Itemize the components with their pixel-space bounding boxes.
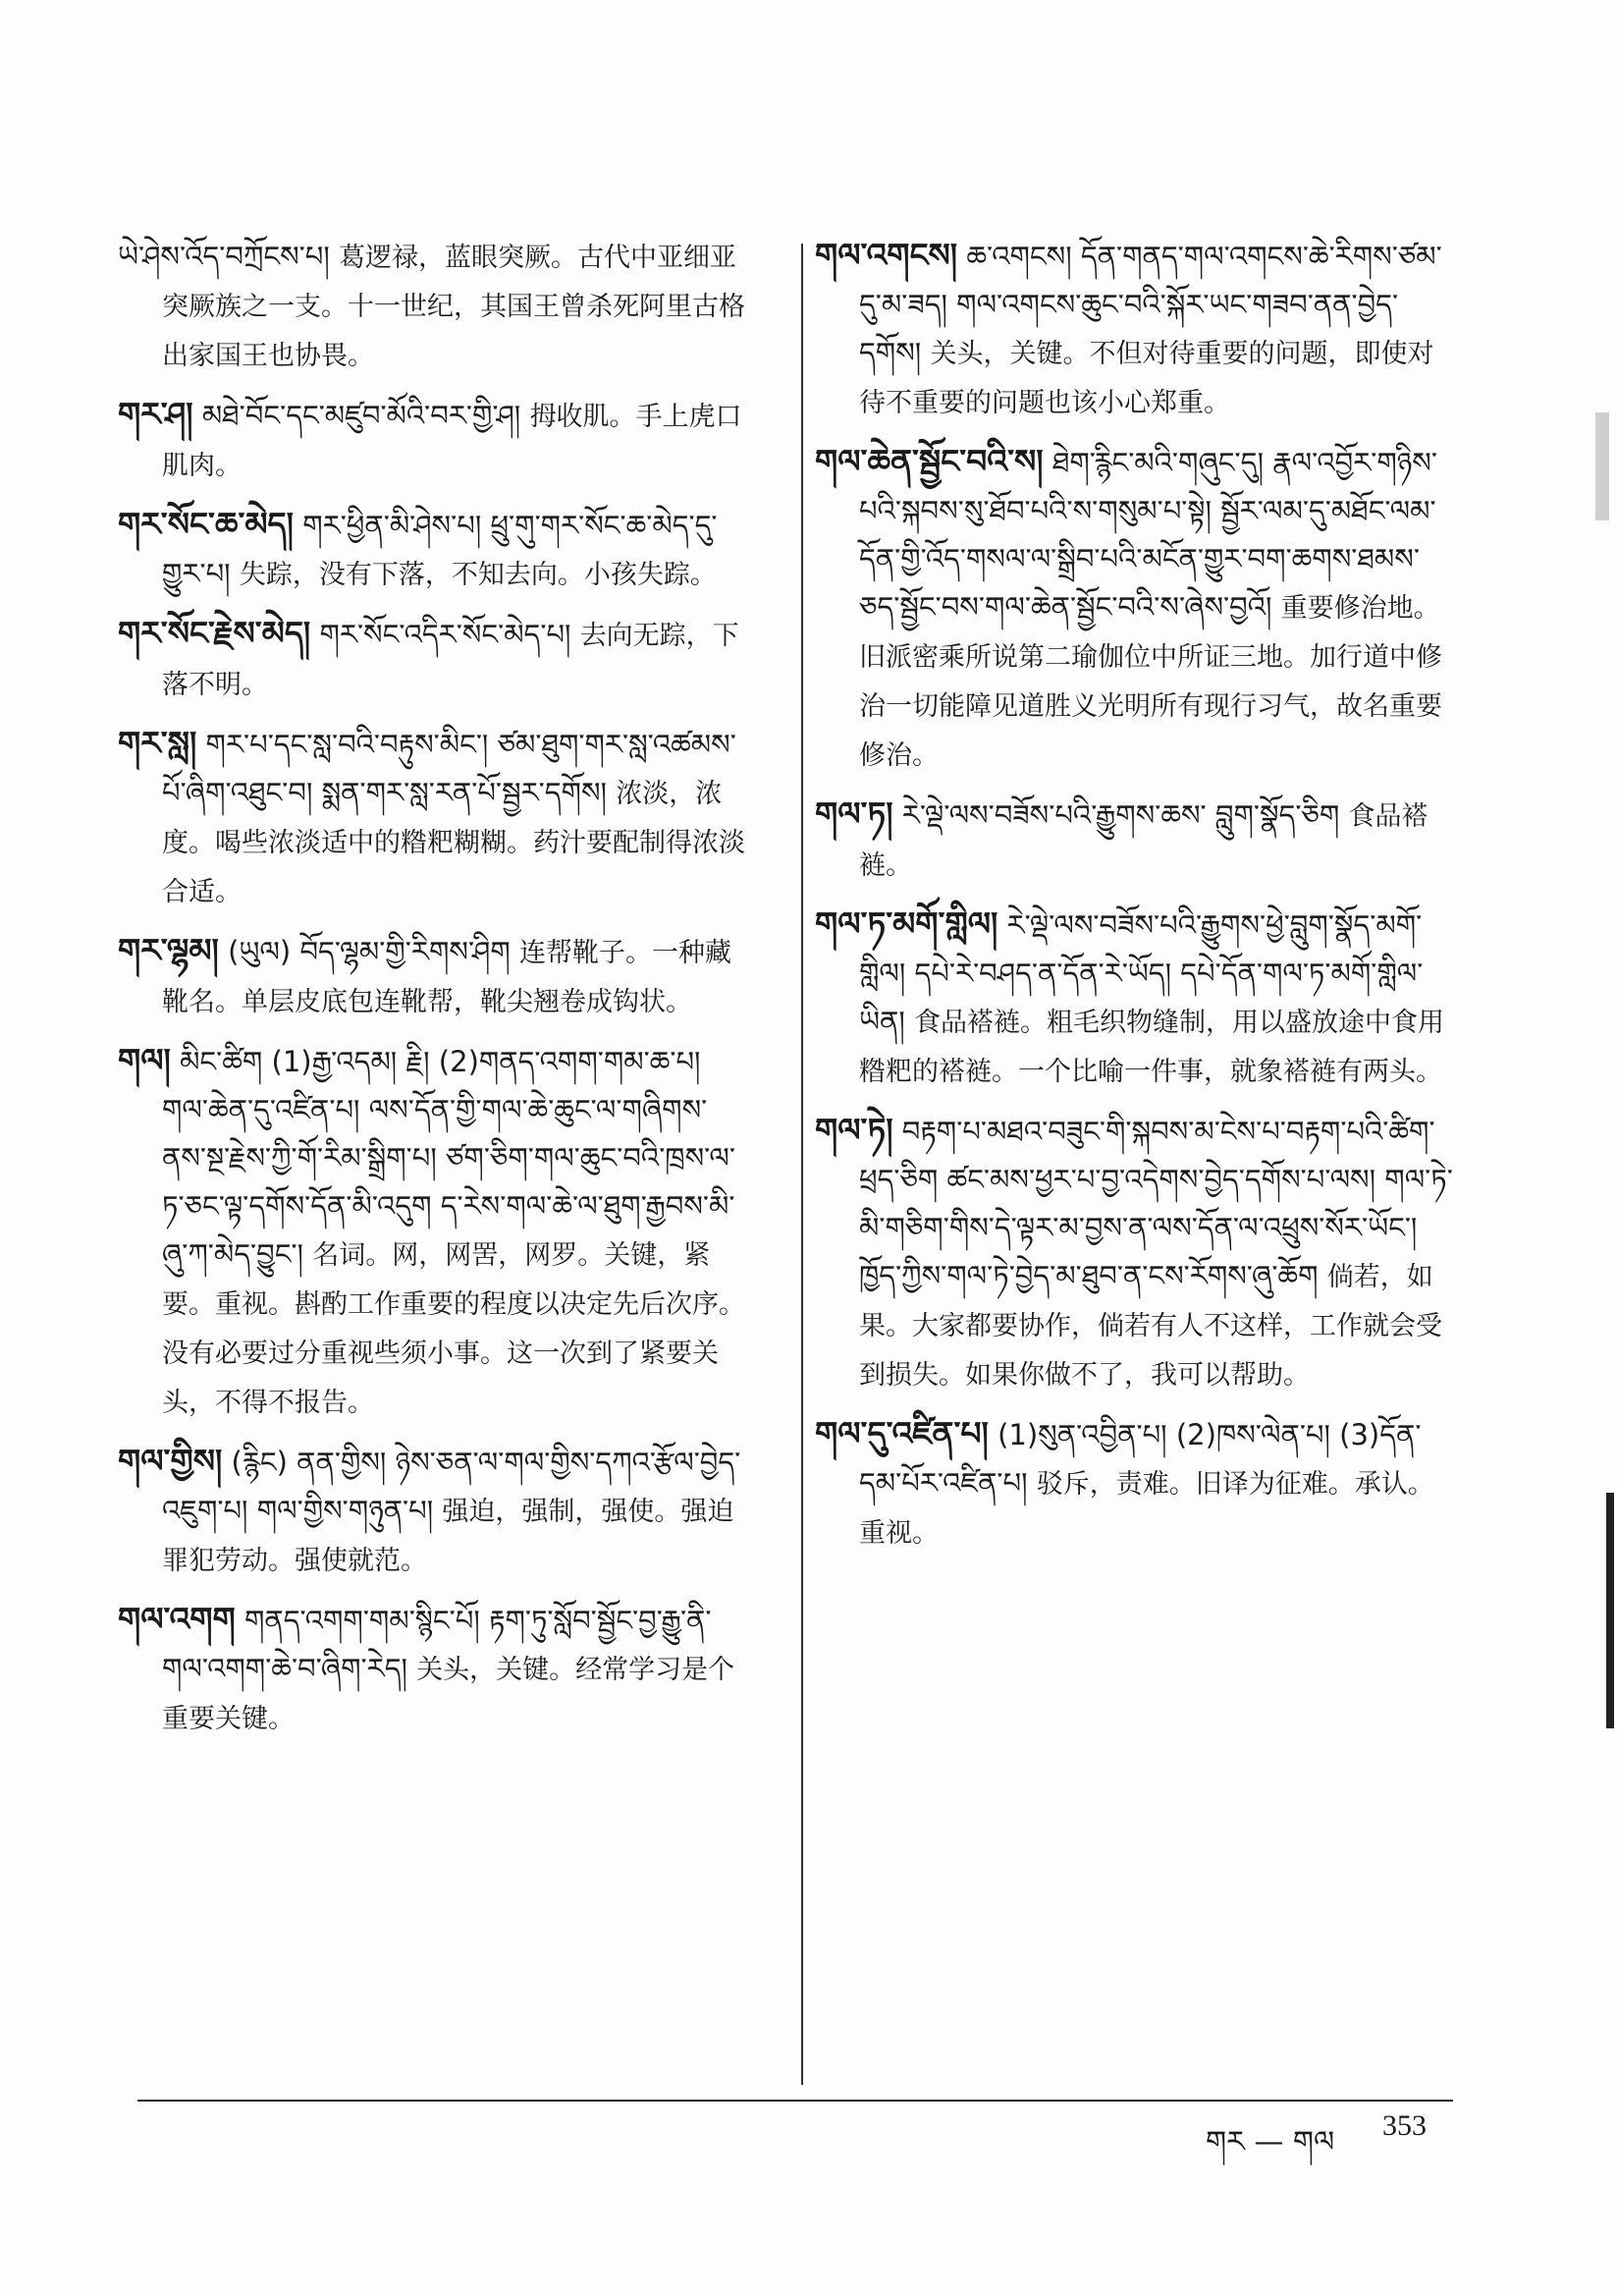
column-divider: [801, 244, 803, 2085]
chinese-definition: 拇收肌。手上虎口肌肉。: [162, 402, 742, 481]
tibetan-definition: (1)སུན་འབྱིན་པ། (2)ཁས་ལེན་པ། (3)དོན་དམ་པོར་འཛིན་པ།: [859, 1418, 1422, 1500]
chinese-definition: 驳斥，责难。旧译为征难。承认。重视。: [859, 1469, 1434, 1549]
headword: གར་ལྷམ།: [118, 931, 219, 969]
chinese-definition: 重要修治地。旧派密乘所说第二瑜伽位中所证三地。加行道中修治一切能障见道胜义光明所有现行习气，故名重要修治。: [859, 593, 1442, 771]
headword: གལ་ཆེན་སྦྱོང་བའི་ས།: [815, 442, 1044, 480]
scan-edge-mark: [1606, 1493, 1614, 1728]
chinese-definition: 食品褡裢。: [859, 801, 1428, 881]
tibetan-definition: རེ་ལྡེ་ལས་བཟོས་པའི་རྒྱུགས་ཆས་ བླུག་སྣོད་ཅིག: [901, 798, 1340, 832]
tibetan-definition: བརྟག་པ་མཐའ་བཟུང་གི་སྐབས་མ་ངེས་པ་བརྟག་པའི་ཚིག་ཕྲད་ཅིག ཚང་མས་ཕྱར་པ་བྱ་འདེགས་བྱེད་དགོས་པ་ལས། གལ་ཏེ་མི་གཅིག་གིས་དེ་ལྟར་མ་བྱས་ན་ལས་དོན་ལ་འཕྲུས་སོར་ཡོང་། ཁྱོད་ཀྱིས་གལ་ཏེ་བྱེད་མ་ཐུབ་ན་ངས་རོགས་ཞུ་ཆོག: [859, 1115, 1453, 1292]
headword: གལ།: [118, 1041, 171, 1079]
entry-gal-ta: [815, 790, 1453, 890]
headword: གལ་ཏ།: [815, 794, 893, 833]
headword: གལ་དུ་འཛིན་པ།: [815, 1414, 989, 1452]
entry-gal-chen-sbyong: [815, 437, 1453, 780]
entry-gal: [118, 1036, 746, 1427]
chinese-definition: 葛逻禄，蓝眼突厥。古代中亚细亚突厥族之一支。十一世纪，其国王曾杀死阿里古格出家国王也协畏。: [162, 243, 745, 371]
tibetan-definition: གར་སོང་འདིར་སོང་མེད་པ།: [319, 618, 571, 651]
tibetan-definition: མིང་ཚིག (1)རྒྱ་འདམ། རྗི། (2)གནད་འགག་གམ་ཆ་པ། གལ་ཆེན་དུ་འཛིན་པ། ལས་དོན་གྱི་གལ་ཆེ་ཆུང་ལ་གཞིགས་ནས་སྔ་རྗེས་ཀྱི་གོ་རིམ་སྒྲིག་པ། ཙག་ཅིག་གལ་ཆུང་བའི་ཁྲས་ལ་ཏ་ཅང་ལྟ་དགོས་དོན་མི་འདུག ད་རེས་གལ་ཆེ་ལ་ཐུག་རྒྱབས་མི་ཞུ་ཀ་མེད་བྱུང་།: [162, 1045, 735, 1271]
entry-gar-sla: [118, 719, 746, 916]
entry-gal-gyis: [118, 1437, 746, 1585]
headword: གར་སོང་ཆ་མེད།: [118, 505, 294, 543]
tibetan-definition: (རྙིང) ནན་གྱིས། ཉེས་ཅན་ལ་གལ་གྱིས་དཀའ་རྩོལ་བྱེད་འཇུག་པ། གལ་གྱིས་གཉུན་པ།: [162, 1446, 741, 1527]
entry-gal-gangs: [815, 231, 1453, 427]
left-column: [118, 231, 746, 1753]
chinese-definition: 倘若，如果。大家都要协作，倘若有人不这样，工作就会受到损失。如果你做不了，我可以帮助。: [859, 1262, 1442, 1391]
chinese-definition: 浓淡，浓度。喝些浓淡适中的糌粑糊糊。药汁要配制得浓淡合适。: [162, 779, 745, 907]
headword: གལ་འགག: [118, 1600, 236, 1638]
footer-rule: [137, 2100, 1453, 2102]
tibetan-definition: གར་ཕྱིན་མི་ཤེས་པ། ཕྲུ་གུ་གར་སོང་ཆ་མེད་དུ་གྱུར་པ།: [162, 509, 718, 590]
headword: གལ་འགངས།: [815, 236, 958, 274]
entry-gal-ta-mgo-glil: [815, 900, 1453, 1096]
chinese-definition: 关头，关键。不但对待重要的问题，即使对待不重要的问题也该小心郑重。: [859, 339, 1434, 418]
page-range-header: གར — གལ: [1206, 2125, 1335, 2159]
chinese-definition: 关头，关键。经常学习是个重要关键。: [162, 1655, 735, 1734]
entry-yeshe-od: [118, 231, 746, 380]
headword: གལ་ཏེ།: [815, 1111, 893, 1149]
chinese-definition: 去向无踪，下落不明。: [162, 621, 739, 700]
headword: གལ་ཏ་མགོ་གླིལ།: [815, 904, 998, 943]
tibetan-definition: གནད་འགག་གམ་སྙིང་པོ། རྟག་ཏུ་སློབ་སྦྱོང་བྱ་རྒྱུ་ནི་གལ་འགག་ཆེ་བ་ཞིག་རེད།: [162, 1604, 712, 1685]
chinese-definition: 食品褡裢。粗毛织物缝制，用以盛放途中食用糌粑的褡裢。一个比喻一件事，就象褡裢有两头。: [859, 1008, 1445, 1087]
chinese-definition: 失踪，没有下落，不知去向。小孩失踪。: [239, 560, 717, 590]
entry-gar-sha: [118, 390, 746, 490]
entry-gal-te: [815, 1106, 1453, 1399]
tibetan-definition: ཐེག་རྙིང་མའི་གཞུང་དུ། རྣལ་འབྱོར་གཉིས་པའི་སྐབས་སུ་ཐོབ་པའི་ས་གསུམ་པ་སྟེ། སྦྱོར་ལམ་དུ་མཐོང་ལམ་དོན་གྱི་འོད་གསལ་ལ་སྒྲིབ་པའི་མངོན་གྱུར་བག་ཆགས་ཐམས་ཅད་སྦྱོང་བས་གལ་ཆེན་སྦྱོང་བའི་ས་ཞེས་བྱའོ།: [859, 446, 1437, 624]
headword: གལ་གྱིས།: [118, 1442, 223, 1480]
tibetan-definition: ཆ་འགངས། དོན་གནད་གལ་འགངས་ཆེ་རིགས་ཙམ་དུ་མ་ཟད། གལ་འགངས་ཆུང་བའི་སྐོར་ཡང་གཟབ་ནན་བྱེད་དགོས།: [859, 240, 1442, 369]
page-number: 353: [1382, 2109, 1427, 2142]
chinese-definition: 连帮靴子。一种藏靴名。单层皮底包连靴帮，靴尖翘卷成钩状。: [162, 938, 731, 1017]
entry-gar-song-rjes-med: [118, 609, 746, 709]
entry-gar-lham: [118, 926, 746, 1026]
tibetan-definition: ཡེ་ཤེས་འོད་བཀྲོངས་པ།: [118, 240, 330, 273]
chinese-definition: 名词。网，网罟，网罗。关键，紧要。重视。斟酌工作重要的程度以决定先后次序。没有必要过分重视些须小事。这一次到了紧要关头，不得不报告。: [162, 1240, 745, 1418]
tibetan-definition: རེ་ལྡེ་ལས་བཟོས་པའི་རྒྱུགས་ཕྱེ་བླུག་སྣོད་མགོ་གླིལ། དཔེ་རེ་བཤད་ན་དོན་རེ་ཡོད། དཔེ་དོན་གལ་ཏ་མགོ་གླིལ་ཡིན།: [859, 908, 1424, 1038]
tibetan-definition: (ཡུལ) བོད་ལྷམ་གྱི་རིགས་ཤིག: [228, 935, 511, 968]
entry-gar-song-cha-med: [118, 500, 746, 599]
right-column: [815, 231, 1453, 1567]
tibetan-definition: གར་པ་དང་སླ་བའི་བརྟུས་མིང་། ཙམ་ཐུག་གར་སླ་འཚམས་པོ་ཞིག་འཐུང་བ། སྨན་གར་སླ་རན་པོ་སྦྱར་དགོས།: [162, 728, 736, 809]
entry-gal-du-dzin: [815, 1409, 1453, 1558]
headword: གར་ཤ།: [118, 395, 193, 433]
chinese-definition: 强迫，强制，强使。强迫罪犯劳动。强使就范。: [162, 1497, 734, 1576]
tibetan-definition: མཐེ་བོང་དང་མཛུབ་མོའི་བར་གྱི་ཤ།: [201, 399, 521, 432]
headword: གར་སླ།: [118, 724, 197, 762]
scan-edge-mark: [1595, 412, 1609, 520]
entry-gal-gag: [118, 1595, 746, 1743]
headword: གར་སོང་རྗེས་མེད།: [118, 614, 311, 652]
